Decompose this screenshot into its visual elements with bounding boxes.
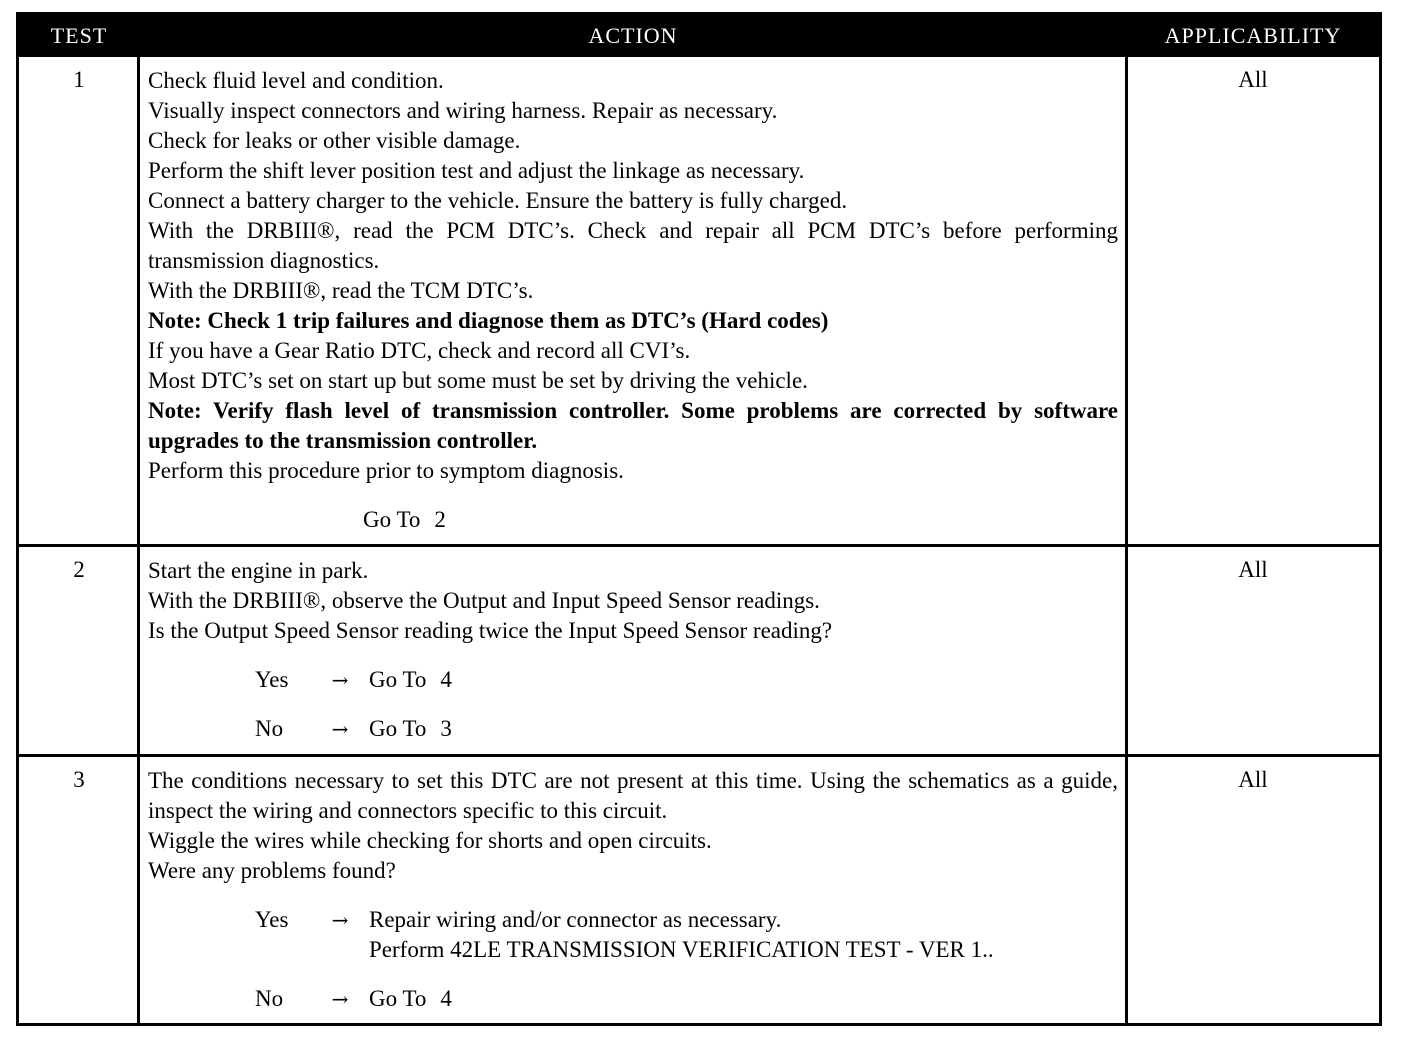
table-header bbox=[19, 15, 1379, 57]
action-line: Start the engine in park. bbox=[148, 558, 369, 583]
arrow-icon: → bbox=[331, 668, 349, 692]
action-line: With the DRBIII®, read the PCM DTC’s. Check and repair all PCM DTC’s before performing transmission diagnostics. bbox=[148, 218, 1118, 273]
applicability-value: All bbox=[1238, 557, 1268, 582]
yes-branch bbox=[148, 665, 1118, 695]
no-branch bbox=[148, 714, 1118, 744]
goto-label: Go To bbox=[363, 507, 421, 532]
action-line: If you have a Gear Ratio DTC, check and record all CVI’s. bbox=[148, 338, 691, 363]
arrow-icon: → bbox=[331, 987, 349, 1011]
action-cell bbox=[148, 556, 1118, 744]
table-row bbox=[19, 547, 1379, 754]
goto-label: Go To bbox=[369, 716, 427, 741]
applicability-value: All bbox=[1238, 767, 1268, 792]
action-line: Visually inspect connectors and wiring harness. Repair as necessary. bbox=[148, 98, 778, 123]
yes-branch bbox=[148, 905, 1118, 935]
action-line: Were any problems found? bbox=[148, 858, 396, 883]
table-row bbox=[19, 757, 1379, 1023]
applicability-value: All bbox=[1238, 67, 1268, 92]
goto-target: 4 bbox=[440, 667, 452, 692]
goto-target: 3 bbox=[440, 716, 452, 741]
header-applicability: APPLICABILITY bbox=[1164, 23, 1342, 48]
goto-target: 4 bbox=[440, 986, 452, 1011]
action-line: Most DTC’s set on start up but some must be set by driving the vehicle. bbox=[148, 368, 808, 393]
yes-action-continued: Perform 42LE TRANSMISSION VERIFICATION TEST - VER 1.. bbox=[369, 937, 994, 962]
action-line: Connect a battery charger to the vehicle. Ensure the battery is fully charged. bbox=[148, 188, 848, 213]
action-line: Check for leaks or other visible damage. bbox=[148, 128, 521, 153]
diagnostic-table bbox=[16, 12, 1382, 1026]
test-number: 3 bbox=[73, 767, 85, 792]
header-action: ACTION bbox=[588, 23, 678, 48]
action-line: The conditions necessary to set this DTC are not present at this time. Using the schematics as a guide, inspect the wiring and connectors specific to this circuit. bbox=[148, 768, 1118, 823]
no-label: No bbox=[255, 716, 284, 741]
action-line: With the DRBIII®, observe the Output and Input Speed Sensor readings. bbox=[148, 588, 820, 613]
note-line: Note: Check 1 trip failures and diagnose them as DTC’s (Hard codes) bbox=[148, 308, 829, 333]
arrow-icon: → bbox=[331, 908, 349, 932]
goto-label: Go To bbox=[369, 667, 427, 692]
action-line: With the DRBIII®, read the TCM DTC’s. bbox=[148, 278, 534, 303]
test-number: 2 bbox=[73, 557, 85, 582]
action-line: Wiggle the wires while checking for shorts and open circuits. bbox=[148, 828, 712, 853]
no-label: No bbox=[255, 986, 284, 1011]
header-test: TEST bbox=[50, 23, 108, 48]
table-row bbox=[19, 57, 1379, 546]
goto-label: Go To bbox=[369, 986, 427, 1011]
yes-label: Yes bbox=[255, 667, 289, 692]
action-cell bbox=[148, 66, 1118, 535]
arrow-icon: → bbox=[331, 717, 349, 741]
action-line: Perform the shift lever position test and adjust the linkage as necessary. bbox=[148, 158, 805, 183]
action-line: Perform this procedure prior to symptom diagnosis. bbox=[148, 458, 624, 483]
yes-label: Yes bbox=[255, 907, 289, 932]
action-line: Check fluid level and condition. bbox=[148, 68, 444, 93]
action-line: Is the Output Speed Sensor reading twice the Input Speed Sensor reading? bbox=[148, 618, 833, 643]
yes-action: Repair wiring and/or connector as necessary. bbox=[369, 907, 782, 932]
test-number: 1 bbox=[73, 67, 85, 92]
no-branch bbox=[148, 984, 1118, 1014]
goto-instruction bbox=[148, 505, 1118, 535]
action-cell bbox=[148, 766, 1118, 1014]
goto-target: 2 bbox=[434, 507, 446, 532]
note-line: Note: Verify flash level of transmission controller. Some problems are corrected by software upgrades to the transmission controller. bbox=[148, 398, 1118, 453]
